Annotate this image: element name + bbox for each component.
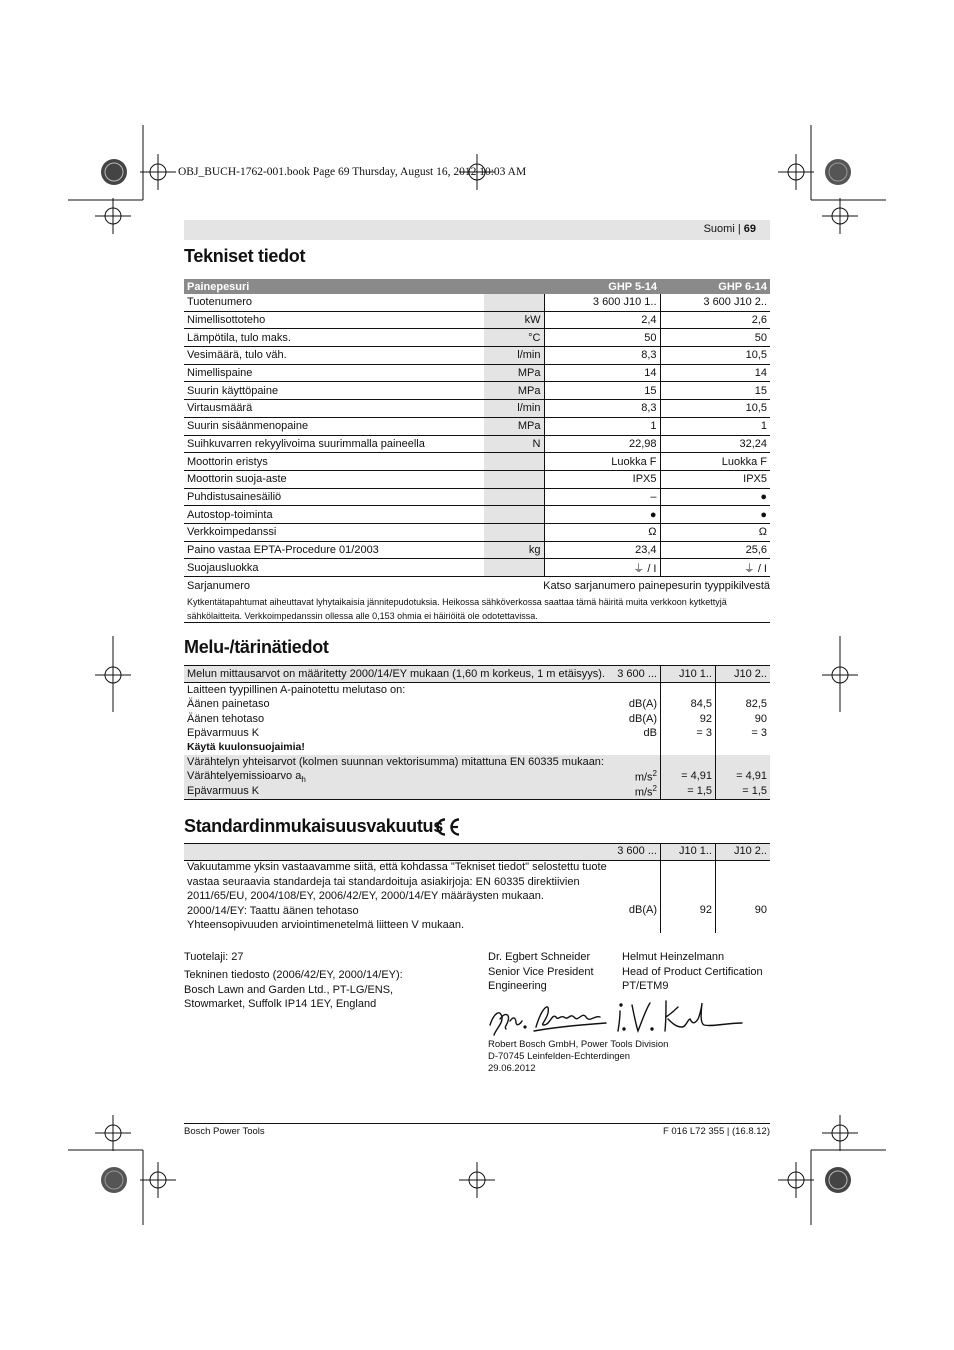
spec-value-b: 2,6 (660, 311, 770, 329)
vib-uncertainty-b: = 1,5 (742, 785, 767, 797)
declaration-line: Vakuutamme yksin vastaavamme siitä, että kohdassa "Tekniset tiedot" selostettu tuote (187, 861, 607, 873)
spec-label: Virtausmäärä (184, 400, 484, 418)
spec-row (184, 506, 770, 524)
spec-value-b: 15 (660, 382, 770, 400)
product-category: Tuotelaji: 27 (184, 951, 244, 963)
tech-file-line-2: Bosch Lawn and Garden Ltd., PT-LG/ENS, (184, 983, 394, 996)
tech-section-title: Tekniset tiedot (184, 246, 306, 266)
spec-label: Suihkuvarren rekyylivoima suurimmalla paineella (184, 435, 484, 453)
vib-uncertainty-unit-text: m/s (634, 786, 653, 799)
spec-value-b: 1 (660, 417, 770, 435)
spec-value-a: 15 (544, 382, 660, 400)
spec-value-a: IPX5 (544, 470, 660, 488)
spec-row (184, 453, 770, 471)
note-divider (184, 622, 770, 623)
spec-unit (484, 506, 544, 524)
declaration-line: 2000/14/EY: Taattu äänen tehotaso (187, 904, 359, 917)
spec-value-b: Ω (660, 523, 770, 541)
spec-row (184, 382, 770, 400)
decl-col0: 3 600 ... (617, 845, 657, 857)
ce-mark-icon (433, 817, 461, 837)
vibration-a: = 4,91 (681, 770, 712, 782)
serial-value: Katso sarjanumero painepesurin tyyppikilvestä (543, 580, 770, 592)
noise-row-b: 82,5 (745, 698, 767, 710)
declaration-line: vastaa seuraavia standardeja tai standardoituja asiakirjoja: EN 60335 direktiivien (187, 875, 580, 888)
spec-value-a: 1 (544, 417, 660, 435)
noise-row-label: Äänen painetaso (187, 698, 270, 710)
spec-unit (484, 523, 544, 541)
spec-value-b: 25,6 (660, 541, 770, 559)
header-language: Suomi (703, 223, 735, 235)
spec-value-b: 10,5 (660, 400, 770, 418)
spec-value-a: 22,98 (544, 435, 660, 453)
page-header-label: Suomi | 69 (703, 223, 756, 235)
spec-value-b: 14 (660, 364, 770, 382)
spec-value-a: 50 (544, 329, 660, 347)
noise-row-unit: dB(A) (628, 712, 657, 725)
signer-1-title: Senior Vice President (488, 965, 594, 978)
signer-1 (488, 950, 594, 994)
spec-label: Verkkoimpedanssi (184, 523, 484, 541)
vibration-unit-sup: 2 (652, 769, 657, 778)
spec-unit (484, 470, 544, 488)
spec-row (184, 417, 770, 435)
spec-row (184, 523, 770, 541)
noise-row-a: 84,5 (690, 698, 712, 710)
signer-2 (622, 950, 763, 994)
spec-unit (484, 559, 544, 577)
spec-label: Vesimäärä, tulo väh. (184, 347, 484, 365)
noise-intro: Laitteen tyypillinen A-painotettu melutaso on: (187, 684, 406, 696)
spec-note: Kytkentätapahtumat aiheuttavat lyhytaikaisia jännitepudotuksia. Heikossa sähköverkossa saattaa tämä häiritä muita verkkoon kytkettyjä sähkölaitteita. Verkkoimpedanssin ollessa alle 0,153 ohmia ei häiriöitä ole odotettavissa. (187, 597, 727, 621)
spec-unit: MPa (484, 364, 544, 382)
spec-value-a: 23,4 (544, 541, 660, 559)
noise-row-b: 90 (754, 712, 767, 725)
spec-value-b: Luokka F (660, 453, 770, 471)
spec-value-b: ● (660, 488, 770, 506)
spec-unit: kg (484, 541, 544, 559)
spec-value-a: Ω (544, 523, 660, 541)
vibration-intro: Värähtelyn yhteisarvot (kolmen suunnan vektorisumma) mitattuna EN 60335 mukaan: (187, 756, 604, 768)
spec-unit: MPa (484, 382, 544, 400)
decl-col2: J10 2.. (733, 845, 767, 857)
noise-row-a: = 3 (696, 727, 712, 739)
serial-label: Sarjanumero (187, 580, 250, 592)
vib-uncertainty-unit (600, 784, 657, 799)
spec-row (184, 435, 770, 453)
declaration-line: Yhteensopivuuden arviointimenetelmä liitteen V mukaan. (187, 919, 464, 931)
noise-section-title: Melu-/tärinätiedot (184, 637, 329, 657)
spec-row (184, 541, 770, 559)
spec-value-a: 14 (544, 364, 660, 382)
spec-value-a: – (544, 488, 660, 506)
spec-table (184, 279, 770, 577)
spec-row (184, 364, 770, 382)
vib-uncertainty-unit-sup: 2 (652, 784, 657, 793)
tech-file-line-3: Stowmarket, Suffolk IP14 1EY, England (184, 998, 377, 1010)
signer-2-title: Head of Product Certification (622, 965, 763, 978)
noise-col0: 3 600 ... (617, 668, 657, 680)
spec-label: Lämpötila, tulo maks. (184, 329, 484, 347)
spec-label: Suojausluokka (184, 559, 484, 577)
vibration-b: = 4,91 (736, 770, 767, 782)
company-address (488, 1039, 668, 1075)
noise-row-label: Äänen tehotaso (187, 712, 265, 725)
spec-header-row (184, 279, 770, 294)
spec-unit: kW (484, 311, 544, 329)
spec-label: Tuotenumero (184, 294, 484, 311)
noise-header-text: Melun mittausarvot on määritetty 2000/14/EY mukaan (1,60 m korkeus, 1 m etäisyys). (187, 668, 605, 680)
spec-label: Moottorin suoja-aste (184, 470, 484, 488)
declaration-line: 2011/65/EU, 2004/108/EY, 2006/42/EY, 2000/14/EY määräysten mukaan. (187, 890, 544, 902)
spec-value-a: 8,3 (544, 400, 660, 418)
spec-row (184, 347, 770, 365)
spec-value-b: 50 (660, 329, 770, 347)
spec-row (184, 470, 770, 488)
spec-col-product: Painepesuri (184, 279, 484, 294)
spec-row (184, 559, 770, 577)
spec-col-b: GHP 6-14 (660, 279, 770, 294)
hearing-protection-warning: Käytä kuulonsuojaimia! (187, 741, 305, 753)
noise-row-label: Epävarmuus K (187, 727, 260, 739)
spec-unit: l/min (484, 400, 544, 418)
noise-row-b: = 3 (751, 727, 767, 739)
vibration-label-sub: h (301, 775, 306, 785)
signer-2-dept: PT/ETM9 (622, 980, 669, 992)
noise-col2: J10 2.. (733, 668, 767, 680)
signatures-image (486, 995, 752, 1039)
vibration-unit-text: m/s (634, 771, 653, 784)
spec-value-a: ⏚ / I (544, 559, 660, 577)
noise-col1: J10 1.. (678, 668, 712, 680)
decl-col1: J10 1.. (678, 845, 712, 857)
spec-value-a: ● (544, 506, 660, 524)
spec-value-a: 3 600 J10 1.. (544, 294, 660, 311)
footer-left: Bosch Power Tools (184, 1126, 265, 1137)
spec-label: Moottorin eristys (184, 453, 484, 471)
spec-label: Puhdistusainesäiliö (184, 488, 484, 506)
noise-top-rule (184, 665, 770, 666)
noise-row-unit: dB (643, 727, 657, 739)
spec-row (184, 294, 770, 311)
spec-value-a: 2,4 (544, 311, 660, 329)
spec-unit (484, 294, 544, 311)
declaration-section-title: Standardinmukaisuusvakuutus (184, 816, 443, 836)
footer-rule (184, 1123, 770, 1124)
spec-row (184, 488, 770, 506)
spec-value-b: 10,5 (660, 347, 770, 365)
spec-value-b: IPX5 (660, 470, 770, 488)
spec-row (184, 311, 770, 329)
spec-label: Nimellispaine (184, 364, 484, 382)
spec-row (184, 329, 770, 347)
spec-label: Suurin käyttöpaine (184, 382, 484, 400)
spec-col-a: GHP 5-14 (544, 279, 660, 294)
spec-label: Paino vastaa EPTA-Procedure 01/2003 (184, 541, 484, 559)
noise-row-a: 92 (699, 712, 712, 725)
signer-1-name: Dr. Egbert Schneider (488, 951, 591, 963)
spec-value-b: ● (660, 506, 770, 524)
spec-label: Autostop-toiminta (184, 506, 484, 524)
vibration-label-text: Värähtelyemissioarvo a (187, 770, 302, 782)
company-city: D-70745 Leinfelden-Echterdingen (488, 1051, 631, 1062)
decl-top-rule (184, 843, 770, 844)
spec-value-a: Luokka F (544, 453, 660, 471)
spec-label: Nimellisottoteho (184, 311, 484, 329)
spec-unit: °C (484, 329, 544, 347)
vib-uncertainty-a: = 1,5 (687, 785, 712, 797)
footer-right: F 016 L72 355 | (16.8.12) (662, 1126, 770, 1137)
declaration-date: 29.06.2012 (488, 1063, 536, 1074)
vib-uncertainty-label: Epävarmuus K (187, 785, 260, 797)
technical-file-info (184, 968, 403, 1012)
page-header-bar (184, 220, 770, 240)
decl-a: 92 (699, 904, 712, 916)
noise-row-unit: dB(A) (628, 698, 657, 710)
decl-b: 90 (754, 904, 767, 916)
tech-file-line-1: Tekninen tiedosto (2006/42/EY, 2000/14/EY): (184, 969, 403, 981)
spec-value-b: 3 600 J10 2.. (660, 294, 770, 311)
signer-1-dept: Engineering (488, 980, 547, 992)
book-info-line: OBJ_BUCH-1762-001.book Page 69 Thursday, August 16, 2012 10:03 AM (178, 166, 527, 178)
signer-2-name: Helmut Heinzelmann (622, 951, 725, 963)
vibration-unit (600, 769, 657, 784)
spec-unit (484, 488, 544, 506)
spec-unit: N (484, 435, 544, 453)
spec-label: Suurin sisäänmenopaine (184, 417, 484, 435)
spec-row (184, 400, 770, 418)
spec-unit: l/min (484, 347, 544, 365)
page-number: 69 (743, 223, 756, 235)
company-name: Robert Bosch GmbH, Power Tools Division (488, 1039, 669, 1050)
spec-value-a: 8,3 (544, 347, 660, 365)
spec-unit: MPa (484, 417, 544, 435)
spec-unit (484, 453, 544, 471)
spec-col-unit (484, 279, 544, 294)
vibration-label (187, 770, 306, 784)
spec-value-b: ⏚ / I (660, 559, 770, 577)
noise-bottom-rule (184, 799, 770, 800)
spec-value-b: 32,24 (660, 435, 770, 453)
decl-unit: dB(A) (628, 904, 657, 916)
